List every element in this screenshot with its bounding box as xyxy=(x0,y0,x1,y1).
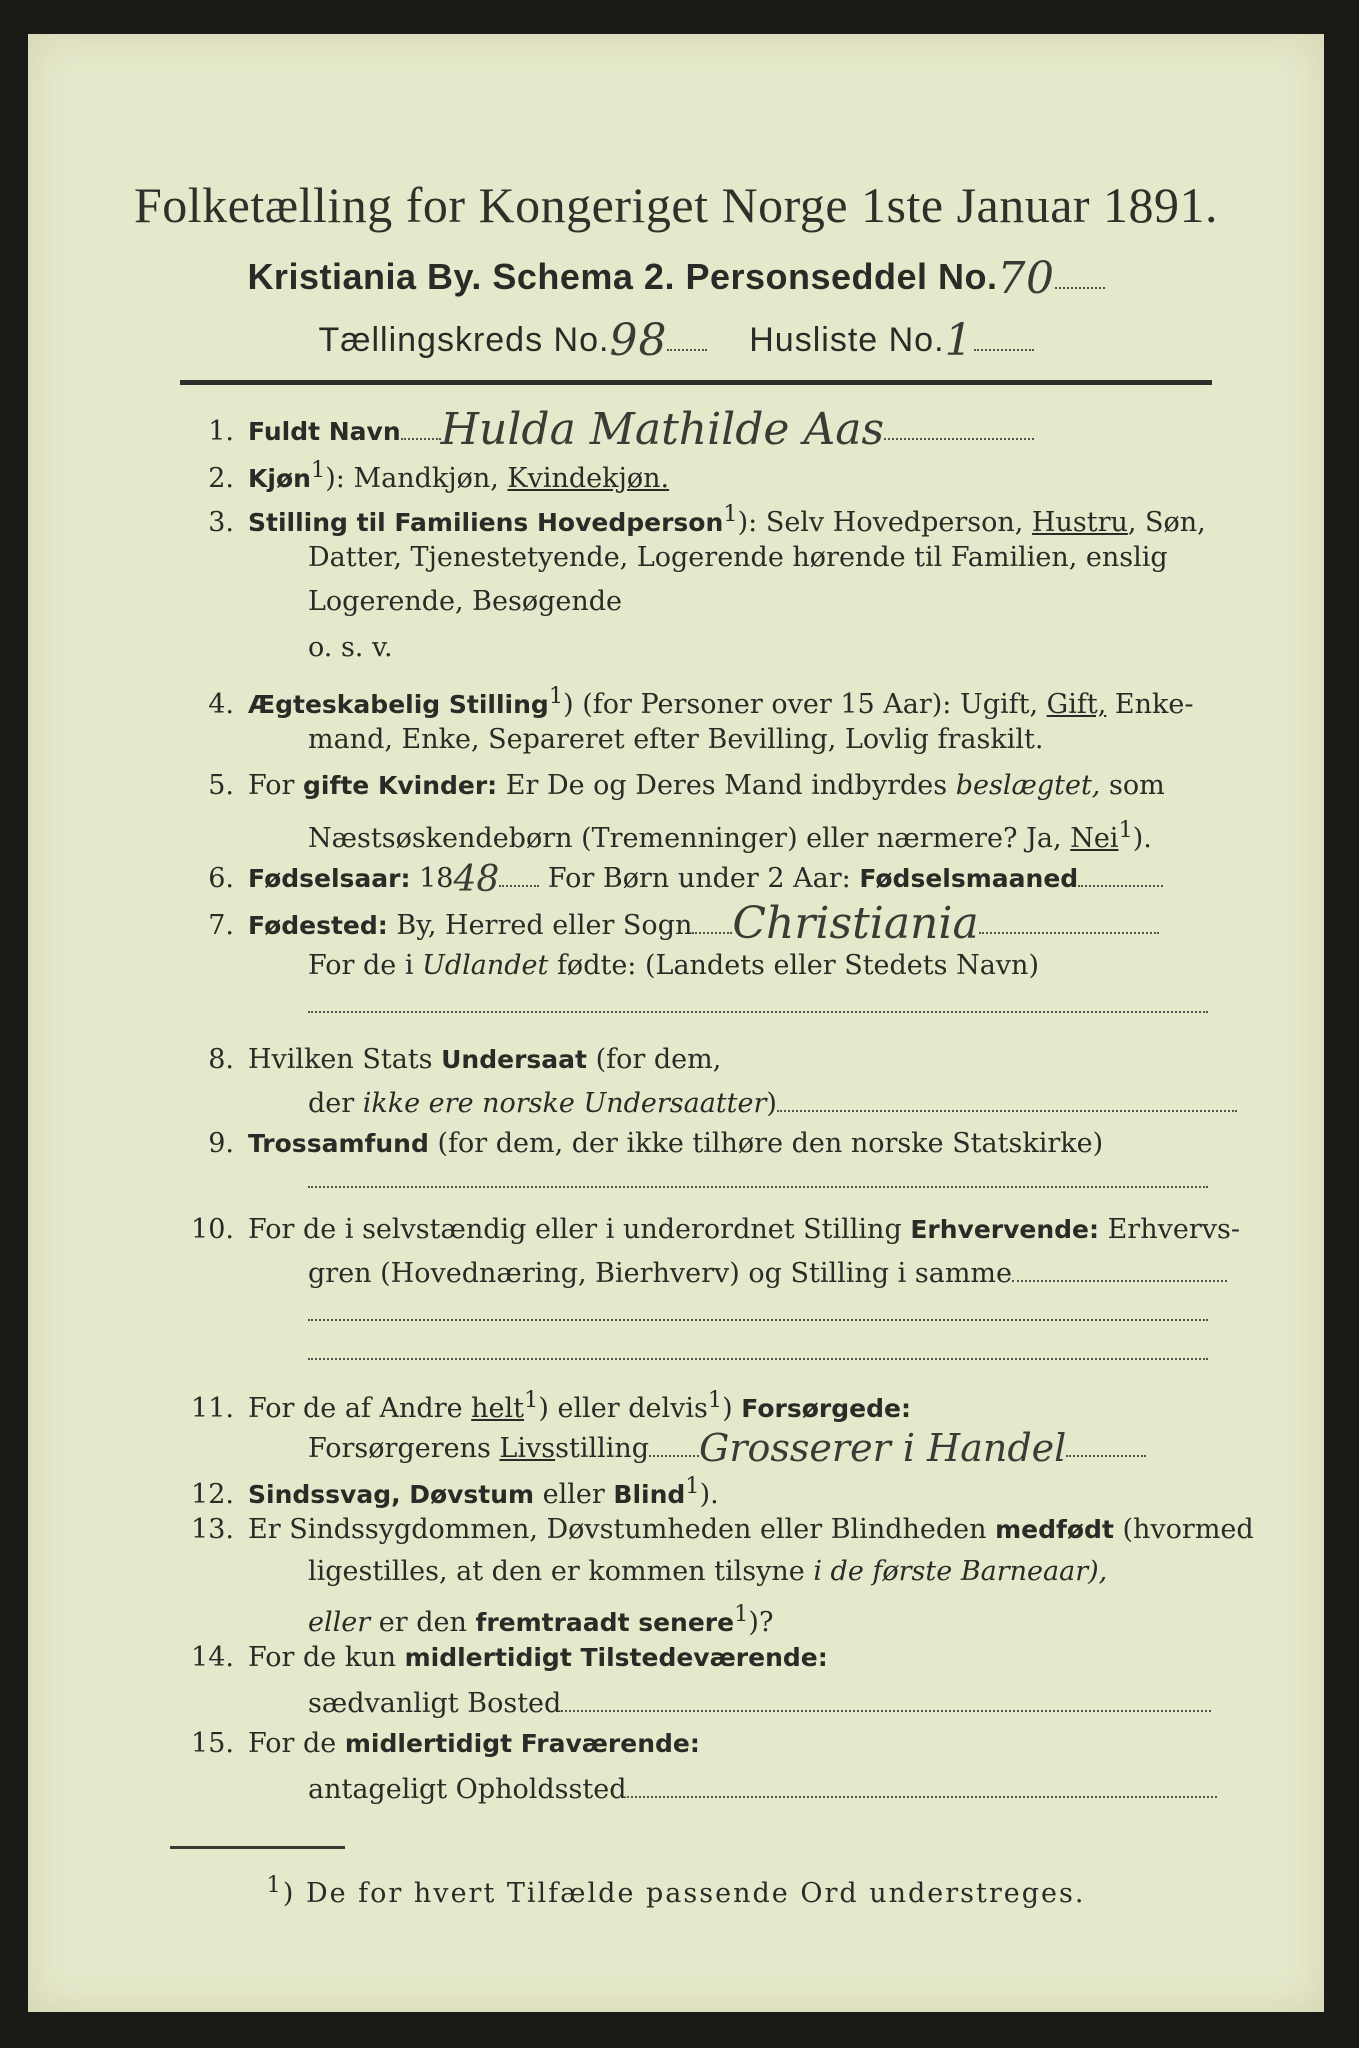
field-text: ). xyxy=(1132,823,1152,854)
selected-option: Nei xyxy=(1070,823,1119,854)
field-2 xyxy=(168,450,1218,499)
field-text: ) xyxy=(722,1393,742,1424)
blank-line xyxy=(308,1356,1208,1360)
field-label: Blind xyxy=(613,1480,686,1509)
field-15-line-2 xyxy=(168,1768,1358,1810)
field-text: ). xyxy=(699,1479,719,1510)
selected-option: Livs xyxy=(499,1433,556,1464)
field-7-line-2 xyxy=(168,946,1358,986)
field-text: For de kun xyxy=(248,1642,405,1673)
field-number: 11. xyxy=(191,1393,234,1424)
selected-option: Kvindekjøn. xyxy=(507,463,670,494)
footnote-rule xyxy=(170,1846,345,1849)
field-label: gifte Kvinder: xyxy=(303,771,498,800)
year-prefix: 18 xyxy=(410,863,454,894)
field-text: stilling xyxy=(555,1433,650,1464)
husliste-no: 1 xyxy=(944,315,974,366)
field-italic: i de første Barneaar), xyxy=(813,1556,1108,1587)
field-text: Hvilken Stats xyxy=(248,1044,442,1075)
dot-leader xyxy=(884,410,1034,440)
dot-leader xyxy=(692,904,732,934)
footnote-ref: 1 xyxy=(723,501,738,527)
field-text: der xyxy=(308,1088,363,1119)
field-text: er den xyxy=(370,1607,476,1638)
footnote-ref: 1 xyxy=(524,1387,539,1413)
footnote-ref: 1 xyxy=(310,457,326,483)
field-13-line-2 xyxy=(168,1552,1358,1592)
field-options: ): Selv Hovedperson, xyxy=(737,507,1032,538)
footnote-ref: 1 xyxy=(707,1387,723,1413)
field-number: 14. xyxy=(191,1642,234,1673)
header-rule xyxy=(180,380,1212,385)
blank-line xyxy=(308,1009,1208,1013)
dot-leader xyxy=(974,321,1034,351)
field-13 xyxy=(168,1510,1254,1550)
field-text: For de xyxy=(248,1728,345,1759)
field-number: 6. xyxy=(208,863,234,894)
field-italic: ikke ere norske Undersaatter xyxy=(362,1088,767,1119)
dot-leader xyxy=(777,1082,1237,1112)
field-text: For de i selvstændig eller i underordnet Stilling xyxy=(248,1214,911,1245)
field-text: fødte: (Landets eller Stedets Navn) xyxy=(548,950,1039,981)
field-label: Fødested: xyxy=(248,911,388,940)
field-9 xyxy=(168,1124,1218,1164)
dot-leader xyxy=(401,410,441,440)
field-11 xyxy=(168,1380,1218,1429)
form-subtitle-2 xyxy=(28,311,1324,366)
dot-leader xyxy=(1066,1427,1146,1457)
field-italic: Udlandet xyxy=(422,950,549,981)
field-text: Erhvervs- xyxy=(1099,1214,1240,1245)
field-label: fremtraadt senere xyxy=(475,1608,735,1637)
field-number: 4. xyxy=(208,689,234,720)
field-options: , Søn, xyxy=(1127,507,1206,538)
field-number: 10. xyxy=(191,1214,234,1245)
field-label: Fødselsaar: xyxy=(248,864,411,893)
field-text: For xyxy=(248,770,304,801)
field-label: Ægteskabelig Stilling xyxy=(248,690,549,719)
field-label: Sindssvag, xyxy=(248,1480,401,1509)
field-3-line-4: o. s. v. xyxy=(308,632,393,663)
dot-leader xyxy=(979,904,1159,934)
field-4-line-2: mand, Enke, Separeret efter Bevilling, Lovlig fraskilt. xyxy=(308,724,1044,755)
field-number: 12. xyxy=(191,1479,234,1510)
field-1 xyxy=(168,404,1218,455)
field-14 xyxy=(168,1638,1218,1678)
field-text: )? xyxy=(748,1607,774,1638)
selected-option: Hustru xyxy=(1031,507,1128,538)
tellingskreds-no: 98 xyxy=(609,315,668,366)
selected-option: Gift, xyxy=(1046,689,1107,720)
field-10 xyxy=(168,1210,1240,1250)
field-text: By, Herred eller Sogn xyxy=(387,910,693,941)
field-6 xyxy=(168,856,1218,899)
footnote-ref: 1 xyxy=(685,1473,700,1499)
field-number: 7. xyxy=(208,910,234,941)
field-text: (hvormed xyxy=(1113,1514,1254,1545)
field-number: 1. xyxy=(208,416,234,447)
field-italic: eller xyxy=(308,1607,371,1638)
field-label: Trossamfund xyxy=(248,1129,429,1158)
field-text: som xyxy=(1100,770,1165,801)
birth-year-value: 48 xyxy=(453,859,500,900)
field-15 xyxy=(168,1724,1218,1764)
census-form xyxy=(28,34,1324,2012)
dot-leader xyxy=(1078,857,1163,887)
form-title: Folketælling for Kongeriget Norge 1ste Januar 1891. xyxy=(133,177,1219,233)
dot-leader xyxy=(649,1427,699,1457)
field-label: midlertidigt Fraværende: xyxy=(344,1729,700,1758)
field-options: ): Mandkjøn, xyxy=(325,463,508,494)
field-label: Erhvervende: xyxy=(910,1215,1100,1244)
personseddel-no: 70 xyxy=(997,253,1055,304)
field-label: Fødselsmaaned xyxy=(859,864,1079,893)
field-5-line-2 xyxy=(168,810,1358,859)
footnote-ref: 1 xyxy=(734,1601,749,1627)
field-3-line-2: Datter, Tjenestetyende, Logerende hørende til Familien, enslig xyxy=(308,542,1168,573)
field-text: For de i xyxy=(308,950,423,981)
field-number: 15. xyxy=(191,1728,234,1759)
dot-leader xyxy=(561,1682,1211,1712)
footnote-text: ) De for hvert Tilfælde passende Ord understreges. xyxy=(282,1878,1086,1909)
dot-leader xyxy=(1055,259,1105,289)
field-text: gren (Hovednæring, Bierhverv) og Stilling i samme xyxy=(308,1258,1013,1289)
field-number: 9. xyxy=(208,1128,234,1159)
dot-leader xyxy=(627,1768,1217,1798)
field-options: Enke- xyxy=(1106,689,1194,720)
field-text: For de af Andre xyxy=(248,1393,472,1424)
field-13-line-3 xyxy=(168,1594,1358,1643)
field-3-line-3: Logerende, Besøgende xyxy=(308,586,622,617)
blank-line xyxy=(308,1184,1208,1188)
footnote-ref: 1 xyxy=(1118,817,1133,843)
field-text: (for dem, der ikke tilhøre den norske Statskirke) xyxy=(428,1128,1104,1159)
footnote xyxy=(28,1872,1324,1909)
field-number: 2. xyxy=(208,463,234,494)
dot-leader xyxy=(667,321,707,351)
field-text: For Børn under 2 Aar: xyxy=(539,863,860,894)
full-name-value: Hulda Mathilde Aas xyxy=(440,404,885,455)
field-label: Undersaat xyxy=(441,1045,587,1074)
field-5 xyxy=(168,766,1218,806)
field-label: medfødt xyxy=(995,1515,1114,1544)
field-label: Stilling til Familiens Hovedperson xyxy=(248,508,724,537)
field-label: Fuldt Navn xyxy=(248,417,401,446)
footnote-mark: 1 xyxy=(266,1872,283,1898)
footnote-ref: 1 xyxy=(548,683,564,709)
tellingskreds-label: Tællingskreds No. xyxy=(318,321,610,359)
field-number: 3. xyxy=(208,507,234,538)
field-italic: beslægtet, xyxy=(955,770,1101,801)
field-number: 13. xyxy=(191,1514,234,1545)
dot-leader xyxy=(1012,1252,1227,1282)
field-4 xyxy=(168,676,1218,725)
field-12 xyxy=(168,1466,1218,1515)
field-7 xyxy=(168,898,1218,949)
field-text: ) eller delvis xyxy=(538,1393,708,1424)
field-10-line-2 xyxy=(168,1252,1358,1294)
form-subtitle xyxy=(28,249,1324,304)
field-8-line-2 xyxy=(168,1082,1358,1124)
field-text: antageligt Opholdssted xyxy=(308,1774,627,1805)
provider-occupation-value: Grosserer i Handel xyxy=(699,1426,1067,1470)
field-text: (for dem, xyxy=(586,1044,722,1075)
field-text: eller xyxy=(534,1479,614,1510)
field-11-line-2 xyxy=(168,1424,1358,1469)
field-label: Døvstum xyxy=(409,1480,535,1509)
field-text: ligestilles, at den er kommen tilsyne xyxy=(308,1556,814,1587)
field-label: midlertidigt Tilstedeværende: xyxy=(404,1643,828,1672)
field-text: ) xyxy=(766,1088,777,1119)
field-options: ) (for Personer over 15 Aar): Ugift, xyxy=(563,689,1047,720)
husliste-label: Husliste No. xyxy=(749,321,945,359)
field-label: Forsørgede: xyxy=(741,1394,911,1423)
field-8 xyxy=(168,1040,1218,1080)
field-text: Er De og Deres Mand indbyrdes xyxy=(497,770,956,801)
field-label: Kjøn xyxy=(248,464,311,493)
birthplace-value: Christiania xyxy=(732,898,979,949)
field-number: 8. xyxy=(208,1044,234,1075)
field-number: 5. xyxy=(208,770,234,801)
selected-option: helt xyxy=(471,1393,525,1424)
field-text: Forsørgerens xyxy=(308,1433,500,1464)
field-3 xyxy=(168,494,1218,543)
field-14-line-2 xyxy=(168,1682,1358,1724)
blank-line xyxy=(308,1317,1208,1321)
field-text: sædvanligt Bosted xyxy=(308,1688,562,1719)
field-text: Er Sindssygdommen, Døvstumheden eller Blindheden xyxy=(248,1514,996,1545)
dot-leader xyxy=(499,857,539,887)
field-text: Næstsøskendebørn (Tremenninger) eller nærmere? Ja, xyxy=(308,823,1071,854)
city-schema: Kristiania By. Schema 2. Personseddel No. xyxy=(247,256,998,297)
